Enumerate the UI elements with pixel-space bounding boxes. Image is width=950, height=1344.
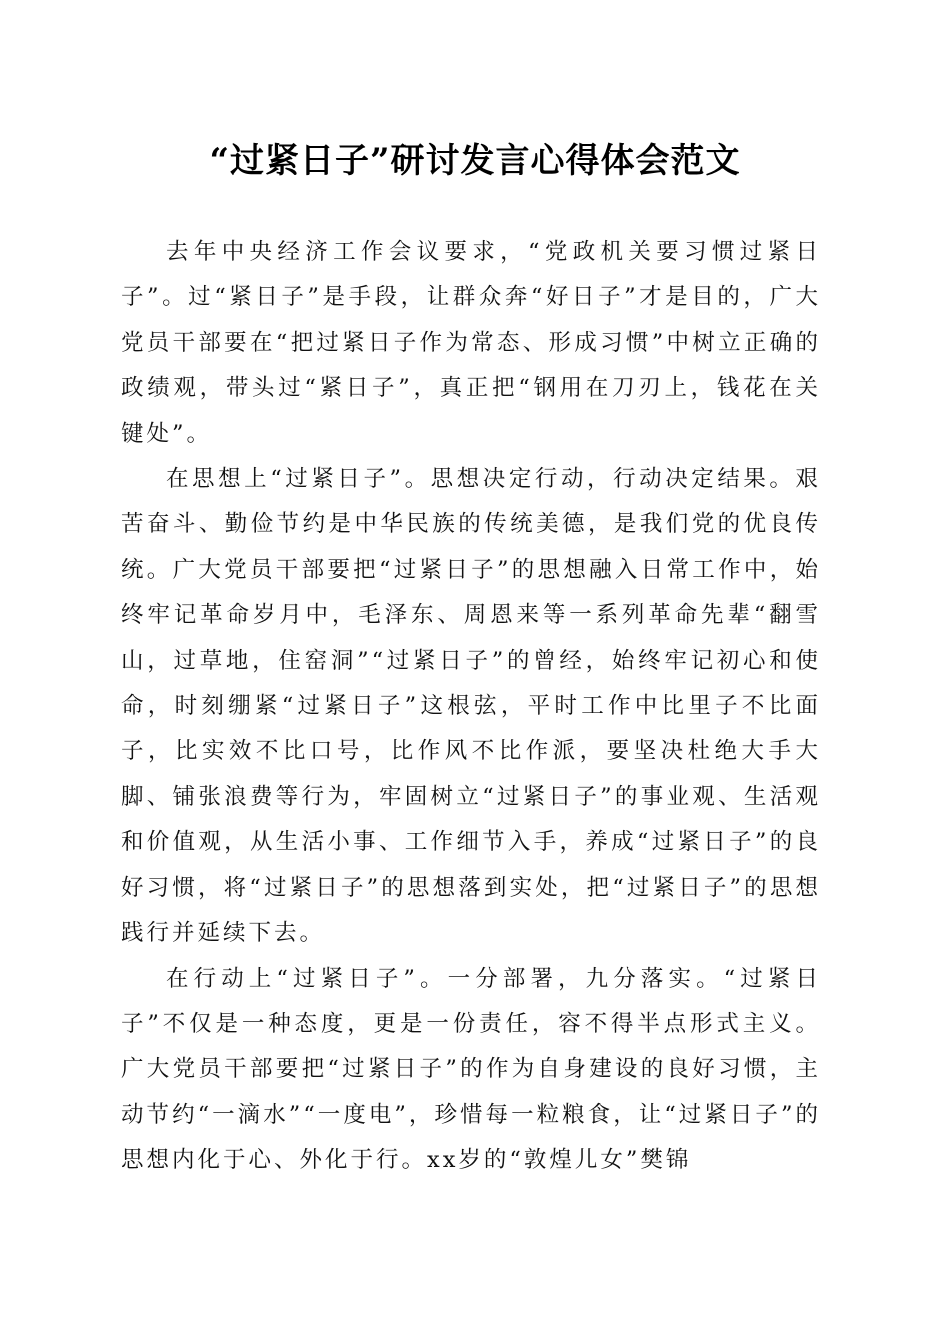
document-body	[121, 230, 821, 1184]
paragraph-1: 去年中央经济工作会议要求，“党政机关要习惯过紧日子”。过“紧日子”是手段，让群众奔“好日子”才是目的，广大党员干部要在“把过紧日子作为常态、形成习惯”中树立正确的政绩观，带头过“紧日子”，真正把“钢用在刀刃上，钱花在关键处”。	[121, 239, 821, 447]
document-title: “过紧日子”研讨发言心得体会范文	[209, 141, 741, 181]
paragraph-3: 在行动上“过紧日子”。一分部署，九分落实。“过紧日子”不仅是一种态度，更是一份责任，容不得半点形式主义。广大党员干部要把“过紧日子”的作为自身建设的良好习惯，主动节约“一滴水”“一度电”，珍惜每一粒粮食，让“过紧日子”的思想内化于心、外化于行。xx岁的“敦煌儿女”樊锦	[121, 965, 821, 1174]
paragraph-2: 在思想上“过紧日子”。思想决定行动，行动决定结果。艰苦奋斗、勤俭节约是中华民族的传统美德，是我们党的优良传统。广大党员干部要把“过紧日子”的思想融入日常工作中，始终牢记革命岁月中，毛泽东、周恩来等一系列革命先辈“翻雪山，过草地，住窑洞”“过紧日子”的曾经，始终牢记初心和使命，时刻绷紧“过紧日子”这根弦，平时工作中比里子不比面子，比实效不比口号，比作风不比作派，要坚决杜绝大手大脚、铺张浪费等行为，牢固树立“过紧日子”的事业观、生活观和价值观，从生活小事、工作细节入手，养成“过紧日子”的良好习惯，将“过紧日子”的思想落到实处，把“过紧日子”的思想践行并延续下去。	[121, 466, 821, 947]
